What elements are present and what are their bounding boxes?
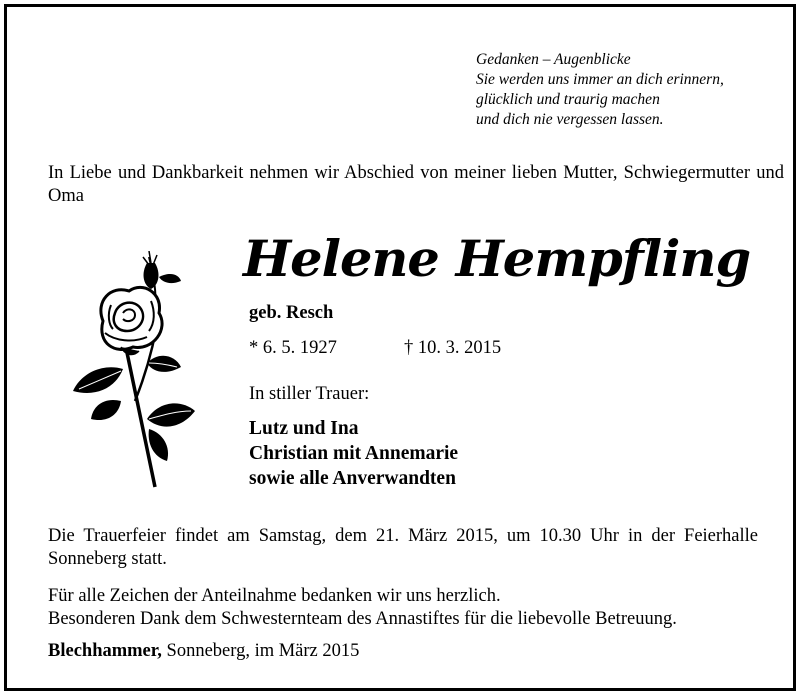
signature-place: Blechhammer, [48,641,162,661]
birth-date: * 6. 5. 1927 [249,338,337,358]
poem-line: Gedanken – Augenblicke [476,51,631,68]
rose-icon [63,251,203,491]
poem-line: und dich nie vergessen lassen. [476,111,664,128]
maiden-name: geb. Resch [249,303,334,323]
poem-line: glücklich und traurig machen [476,91,660,108]
signature-date: Sonneberg, im März 2015 [161,641,360,661]
deceased-name: Helene Hempfling [243,229,751,288]
thanks-line: Für alle Zeichen der Anteilnahme bedanken wir uns herzlich. [48,586,501,606]
signature-line [48,640,359,663]
mourner-name: sowie alle Anverwandten [249,468,456,489]
poem-line: Sie werden uns immer an dich erinnern, [476,71,724,88]
mourning-label: In stiller Trauer: [249,384,370,404]
funeral-info: Die Trauerfeier findet am Samstag, dem 21. März 2015, um 10.30 Uhr in der Feierhalle Sonneberg statt. [48,526,758,569]
thanks-line: Besonderen Dank dem Schwesternteam des Annastiftes für die liebevolle Betreuung. [48,609,677,629]
memorial-poem [476,50,776,130]
death-date: † 10. 3. 2015 [404,338,502,358]
mourner-name: Lutz und Ina [249,418,359,439]
mourners-list [249,416,458,491]
mourner-name: Christian mit Annemarie [249,443,459,464]
thanks-text [48,585,677,631]
intro-text: In Liebe und Dankbarkeit nehmen wir Abschied von meiner lieben Mutter, Schwiegermutter und Oma [48,163,784,206]
obituary-notice [4,4,796,691]
